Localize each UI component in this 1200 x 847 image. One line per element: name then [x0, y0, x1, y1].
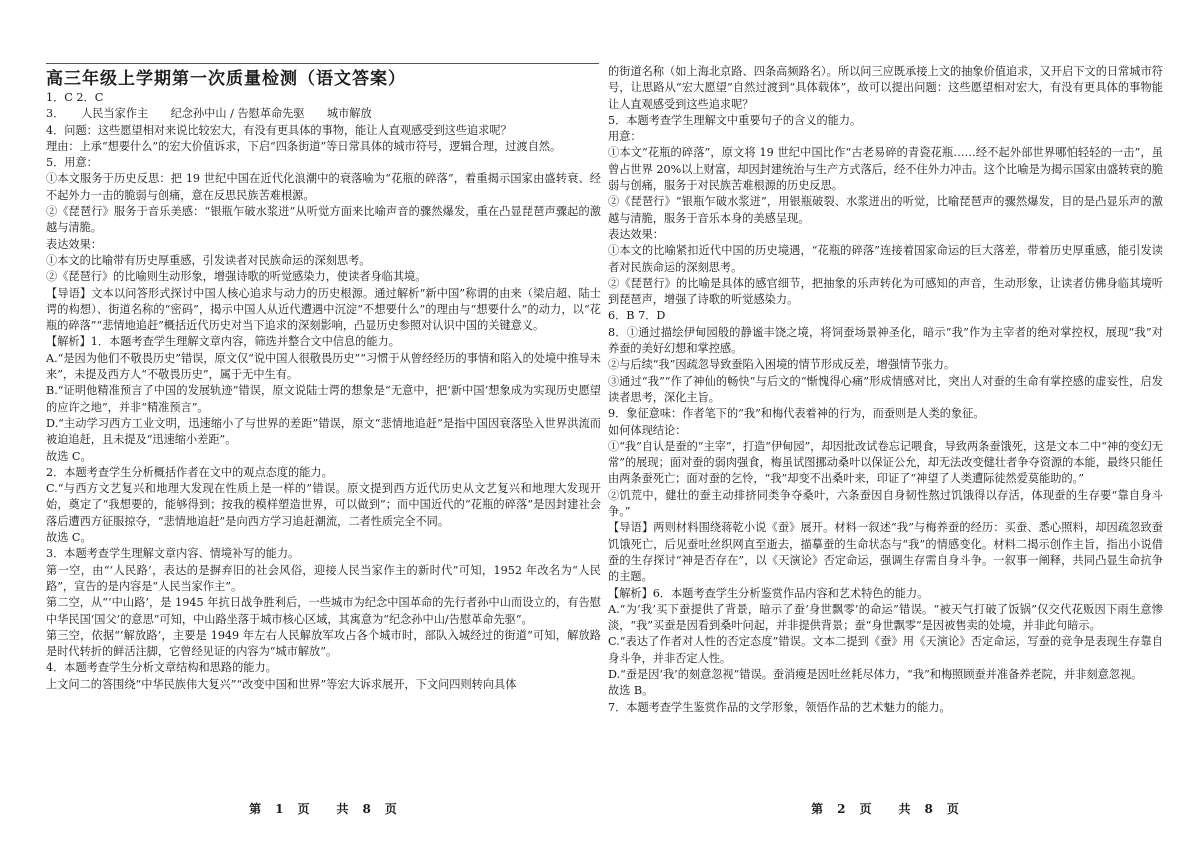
answer-line: ②与后续“我”因疏忽导致蚕陷入困境的情节形成反差，增强情节张力。 — [608, 358, 956, 372]
answer-line: 4．问题：这些愿望相对来说比较宏大，有没有更具体的事物，能让人直观感受到这些追求呢？ — [46, 123, 512, 137]
answer-line: ②《琵琶行》“银瓶乍破水浆迸”，用银瓶破裂、水浆迸出的听觉，比喻琵琶声的骤然爆发，目的是凸显乐声的激越与清脆，服务于音乐本身的美感呈现。 — [608, 195, 1163, 225]
answer-line: 如何体现结论： — [608, 423, 687, 437]
answer-line: A.“为‘我’买下蚕提供了背景，暗示了蚕‘身世飘零’的命运”错误。“被天气打破了饭锅”仅交代花贩因下雨生意惨淡，“我”买蚕是因看到桑叶问起，并非提供背景；蚕“身世飘零”是因被售卖的处境，并非此句暗示。 — [608, 602, 1163, 633]
answer-line: 4．本题考查学生分析文章结构和思路的能力。 — [46, 661, 277, 675]
answer-line: 第二空，从“‘中山路’，是 1945 年抗日战争胜利后，一些城市为纪念中国革命的先行者孙中山而设立的，有告慰中华民国‘国父’的意思”可知，中山路坐落于城市核心区域，其寓意为“纪念孙中山/告慰革命先驱”。 — [46, 596, 601, 626]
answer-line: 1．C 2．C — [46, 91, 104, 104]
answer-line: D.“蚕是因‘我’的刻意忽视”错误。蚕消瘦是因吐丝耗尽体力，“我”和梅照顾蚕并准备养老院，并非刻意忽视。 — [608, 667, 1143, 681]
answer-line: B.“证明他精准预言了中国的发展轨迹”错误，原文说陆士谔的想象是“无意中，把‘新中国’想象成为实现历史愿望的应许之地”，并非“精准预言”。 — [46, 384, 601, 414]
answer-line: ③通过“我”“作了神仙的畅快”与后文的“惭愧得心痛”形成情感对比，突出人对蚕的生命有掌控感的虚妄性，启发读者思考，深化主旨。 — [608, 374, 1163, 404]
page-title: 高三年级上学期第一次质量检测（语文答案） — [46, 69, 406, 89]
right-column — [608, 64, 1163, 716]
answer-line: 故选 B。 — [608, 684, 654, 698]
answer-line: ①本文的比喻紧扣近代中国的历史境遇，“花瓶的碎落”连接着国家命运的巨大落差，带着历史厚重感，能引发读者对民族命运的深刻思考。 — [608, 244, 1163, 274]
answer-line: 故选 C。 — [46, 449, 92, 463]
answer-line: C.“与西方文艺复兴和地理大发现在性质上是一样的”错误。原文提到西方近代历史从文艺复兴和地理大发现开始，奠定了“我想要的，能够得到；按我的模样塑造世界，可以做到”；而中国近代的“花瓶的碎落”是因封建社会落后遭西方征服掠夺，“悲情地追赶”是向西方学习追赶潮流，二者性质完全不同。 — [46, 482, 601, 528]
answer-line: 故选 C。 — [46, 531, 92, 545]
answer-line: 【导语】文本以问答形式探讨中国人核心追求与动力的历史根源。通过解析“新中国”称谓的由来（梁启超、陆士谔的构想）、街道名称的“密码”，揭示中国人从近代遭遇中沉淀“不想要什么”的理由与“想要什么”的动力，以“花瓶的碎落”“悲情地追赶”概括近代历史对当下追求的深刻影响，凸显历史参照对认识中国的关键意义。 — [46, 286, 601, 333]
answer-line: ②饥荒中，健壮的蚕主动排挤同类争夺桑叶，六条蚕因自身韧性熬过饥饿得以存活，体现蚕的生存要“靠自身斗争。” — [608, 488, 1163, 519]
answer-line: 6．B 7．D — [608, 309, 666, 323]
answer-line: C.“表达了作者对人性的否定态度”错误。文本二提到《蚕》用《天演论》否定命运，写蚕的竞争是表现生存靠自身斗争，并非否定人性。 — [608, 635, 1163, 665]
answer-line: 8．①通过描绘伊甸园般的静谧丰饶之境，将饲蚕场景神圣化，暗示“我”作为主宰者的绝对掌控权，展现“我”对养蚕的美好幻想和掌控感。 — [608, 325, 1163, 356]
page-footer-left: 第 1 页 共 8 页 — [249, 802, 398, 816]
answer-line: 3．本题考查学生理解文章内容、情境补写的能力。 — [46, 547, 300, 561]
answer-line: 7．本题考查学生鉴赏作品的文学形象，领悟作品的艺术魅力的能力。 — [608, 700, 951, 714]
answer-line: 3． 人民当家作主 纪念孙中山 / 告慰革命先驱 城市解放 — [46, 107, 372, 121]
answer-line: A.“是因为他们不敬畏历史”错误，原文仅“说中国人很敬畏历史”“习惯于从曾经经历的事情和陷入的处境中推导未来”，未提及西方人“不敬畏历史”，属于无中生有。 — [46, 351, 601, 382]
answer-line: 的街道名称（如上海北京路、四条高频路名）。所以问三应既承接上文的抽象价值追求，又开启下文的日常城市符号，让思路从“宏大愿望”自然过渡到“具体载体”，故可以提出问题：这些愿望相对宏大，有没有更具体的事物能让人直观感受到这些追求呢？ — [608, 65, 1163, 111]
header-rule — [46, 63, 599, 64]
answer-line: D.“主动学习西方工业文明，迅速缩小了与世界的差距”错误，原文“悲情地追赶”是指中国因衰落坠入世界洪流而被迫追赶，且未提及“迅速缩小差距”。 — [46, 416, 601, 447]
answer-line: 用意： — [608, 130, 642, 144]
answer-line: 5．用意： — [46, 156, 98, 170]
answer-line: ①本文服务于历史反思：把 19 世纪中国在近代化浪潮中的衰落喻为“花瓶的碎落”，着重揭示国家由盛转衰、经不起外力一击的脆弱与创痛，意在反思民族苦难根源。 — [46, 172, 601, 202]
answer-line: ①本文“花瓶的碎落”，原文将 19 世纪中国比作“古老易碎的青瓷花瓶……经不起外部世界哪怕轻轻的一击”，虽曾占世界 20%以上财富，却因封建统治与生产方式落后，经不住外力冲击。这个比喻是为揭示国家由盛转衰的脆弱与创痛，服务于对民族苦难根源的历史反思。 — [608, 146, 1163, 193]
answer-line: 【解析】6．本题考查学生分析鉴赏作品内容和艺术特色的能力。 — [608, 586, 929, 600]
answer-line: ①“我”自认是蚕的“主宰”，打造“伊甸园”，却因批改试卷忘记喂食，导致两条蚕饿死，这是文本二中“神的变幻无常”的展现；面对蚕的弱肉强食，梅虽试图挪动桑叶以保证公允，却无法改变健壮者争夺资源的本能，最终只能任由两条蚕死亡；面对蚕的乞怜，“我”却变不出桑叶来，印证了“神望了人类遭际徒然爱莫能助的。” — [608, 439, 1163, 486]
answer-line: 表达效果： — [46, 237, 102, 251]
answer-line: ②《琵琶行》服务于音乐美感：“银瓶乍破水浆迸”从听觉方面来比喻声音的骤然爆发，重在凸显琵琶声骤起的激越与清脆。 — [46, 205, 601, 235]
answer-line: 表达效果： — [608, 227, 664, 241]
left-column — [46, 68, 601, 693]
answer-line: ②《琵琶行》的比喻是具体的感官细节，把抽象的乐声转化为可感知的声音，生动形象，让读者仿佛身临其境听到琵琶声，增强了诗歌的听觉感染力。 — [608, 276, 1163, 307]
answer-line: 上文问二的答围绕“中华民族伟大复兴”“改变中国和世界”等宏大诉求展开，下文问四则转向具体 — [46, 677, 517, 691]
answer-line: 5．本题考查学生理解文中重要句子的含义的能力。 — [608, 113, 862, 127]
answer-line: 2．本题考查学生分析概括作者在文中的观点态度的能力。 — [46, 465, 333, 479]
answer-line: ①本文的比喻带有历史厚重感，引发读者对民族命运的深刻思考。 — [46, 253, 371, 267]
page-footer-right: 第 2 页 共 8 页 — [811, 802, 960, 816]
answer-line: ②《琵琶行》的比喻则生动形象，增强诗歌的听觉感染力，使读者身临其境。 — [46, 270, 427, 284]
answer-line: 第一空，由“‘人民路’，表达的是摒弃旧的社会风俗，迎接人民当家作主的新时代”可知，1952 年改名为“人民路”，宣告的是内容是“人民当家作主”。 — [46, 563, 601, 593]
answer-line: 理由：上承“想要什么”的宏大价值诉求，下启“四条街道”等日常具体的城市符号，逻辑合理，过渡自然。 — [46, 139, 562, 153]
answer-line: 第三空，依据“‘解放路’，主要是 1949 年左右人民解放军攻占各个城市时，部队入城经过的街道”可知，解放路是时代转折的鲜活注脚，它曾经见证的内容为“城市解放”。 — [46, 628, 601, 659]
answer-line: 【解析】1．本题考查学生理解文章内容，筛选并整合文中信息的能力。 — [46, 335, 400, 349]
answer-line: 【导语】两则材料围绕蒋乾小说《蚕》展开。材料一叙述“我”与梅养蚕的经历：买蚕、悉心照料，却因疏忽致蚕饥饿死亡，后见蚕吐丝织网直至逝去，描摹蚕的生命状态与“我”的情感变化。材料二揭示创作主旨，指出小说借蚕的生存探讨“神是否存在”，以《天演论》否定命运，强调生存需自身斗争。一叙事一阐释，共同凸显生命抗争的主题。 — [608, 521, 1163, 584]
answer-line: 9．象征意味：作者笔下的“我”和梅代表着神的行为，而蚕则是人类的象征。 — [608, 407, 985, 421]
